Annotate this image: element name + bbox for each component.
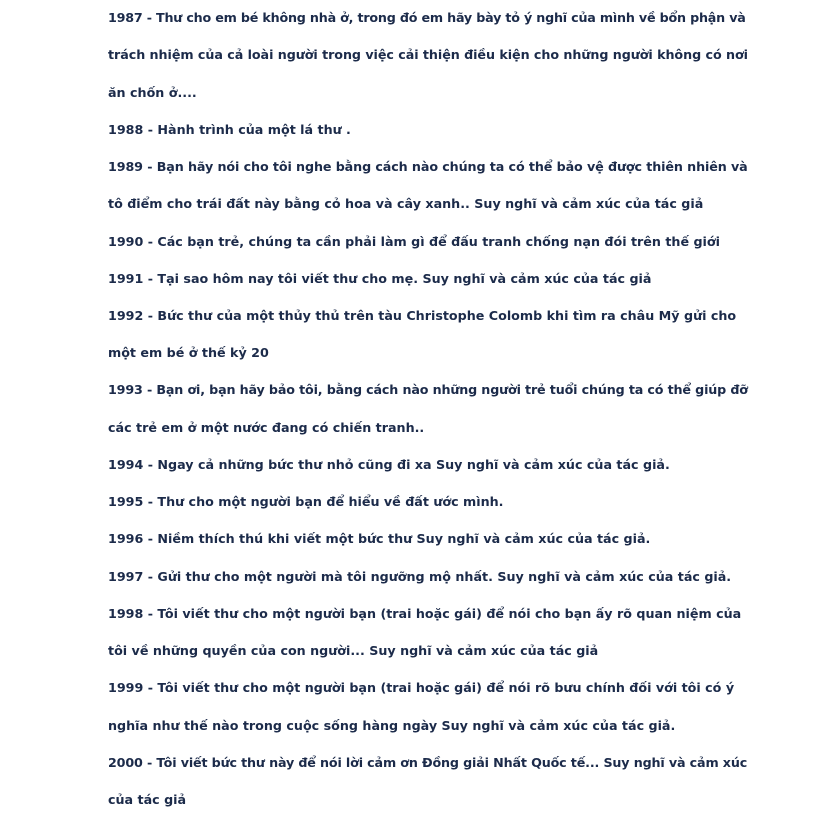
entry-2000-line-2: của tác giả xyxy=(108,792,187,807)
entry-2000-line-1: 2000 - Tôi viết bức thư này để nói lời cảm ơn Đồng giải Nhất Quốc tế... Suy nghĩ và cảm xúc xyxy=(108,755,748,770)
entry-1990-line-1: 1990 - Các bạn trẻ, chúng ta cần phải làm gì để đấu tranh chống nạn đói trên thế giới xyxy=(108,234,720,249)
entry-1998-line-2: tôi về những quyền của con người... Suy nghĩ và cảm xúc của tác giả xyxy=(108,643,599,658)
entry-1996-line-1: 1996 - Niềm thích thú khi viết một bức thư Suy nghĩ và cảm xúc của tác giả. xyxy=(108,531,651,546)
entry-1992-line-1: 1992 - Bức thư của một thủy thủ trên tàu Christophe Colomb khi tìm ra châu Mỹ gửi cho xyxy=(108,308,737,323)
entry-1991-line-1: 1991 - Tại sao hôm nay tôi viết thư cho mẹ. Suy nghĩ và cảm xúc của tác giả xyxy=(108,271,652,286)
entry-1998-line-1: 1998 - Tôi viết thư cho một người bạn (trai hoặc gái) để nói cho bạn ấy rõ quan niệm của xyxy=(108,606,742,621)
entry-1993-line-2: các trẻ em ở một nước đang có chiến tranh.. xyxy=(108,420,425,435)
entry-1992-line-2: một em bé ở thế kỷ 20 xyxy=(108,345,269,360)
entry-1989-line-2: tô điểm cho trái đất này bằng cỏ hoa và cây xanh.. Suy nghĩ và cảm xúc của tác giả xyxy=(108,196,704,211)
entry-1988-line-1: 1988 - Hành trình của một lá thư . xyxy=(108,122,351,137)
entry-1989-line-1: 1989 - Bạn hãy nói cho tôi nghe bằng cách nào chúng ta có thể bảo vệ được thiên nhiên và xyxy=(108,159,748,174)
entry-1999-line-2: nghĩa như thế nào trong cuộc sống hàng ngày Suy nghĩ và cảm xúc của tác giả. xyxy=(108,718,676,733)
entry-1999-line-1: 1999 - Tôi viết thư cho một người bạn (trai hoặc gái) để nói rõ bưu chính đối với tôi có ý xyxy=(108,680,735,695)
entry-1987-line-2: trách nhiệm của cả loài người trong việc cải thiện điều kiện cho những người không có nơi xyxy=(108,47,748,62)
entry-1993-line-1: 1993 - Bạn ơi, bạn hãy bảo tôi, bằng cách nào những người trẻ tuổi chúng ta có thể giúp đỡ xyxy=(108,382,748,397)
entry-1994-line-1: 1994 - Ngay cả những bức thư nhỏ cũng đi xa Suy nghĩ và cảm xúc của tác giả. xyxy=(108,457,670,472)
entry-1997-line-1: 1997 - Gửi thư cho một người mà tôi ngưỡng mộ nhất. Suy nghĩ và cảm xúc của tác giả. xyxy=(108,569,732,584)
entry-1987-line-3: ăn chốn ở.... xyxy=(108,85,197,100)
entry-1995-line-1: 1995 - Thư cho một người bạn để hiểu về đất ước mình. xyxy=(108,494,504,509)
entry-1987-line-1: 1987 - Thư cho em bé không nhà ở, trong đó em hãy bày tỏ ý nghĩ của mình về bổn phận và xyxy=(108,10,746,25)
